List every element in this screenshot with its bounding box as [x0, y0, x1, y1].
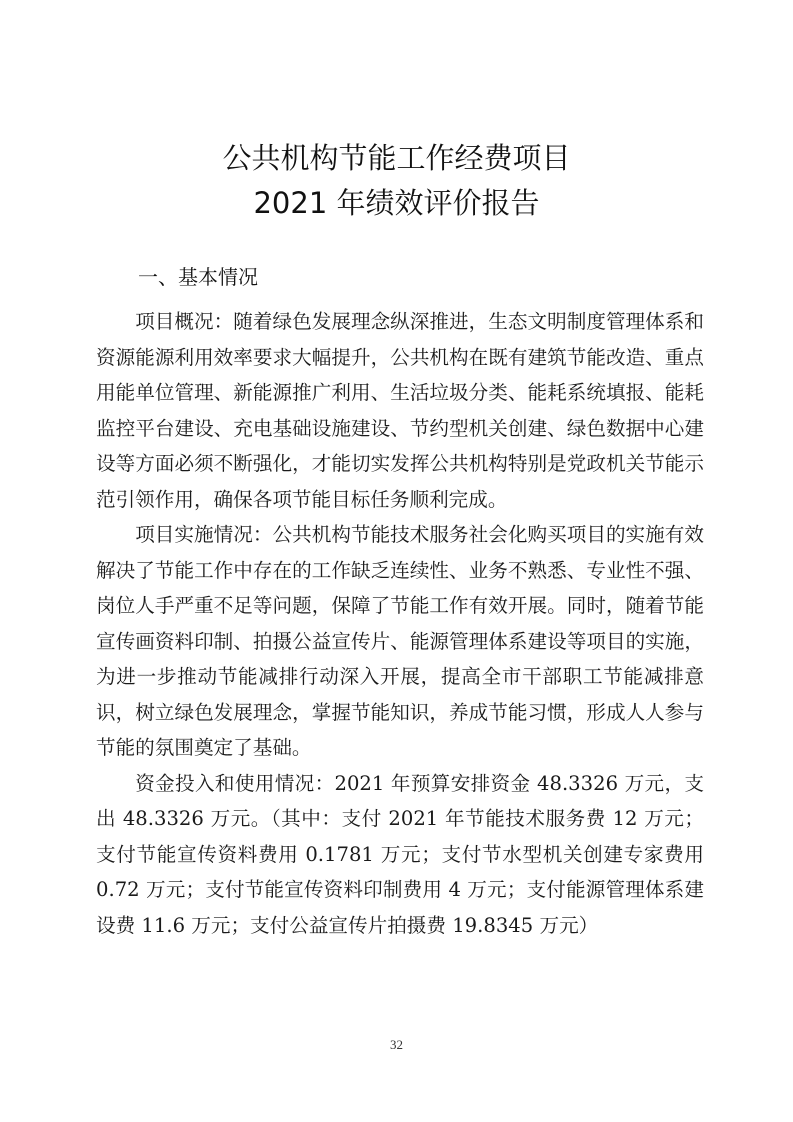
document-title-line1: 公共机构节能工作经费项目	[222, 141, 571, 175]
page-number: 32	[390, 1037, 403, 1052]
document-body	[96, 304, 704, 943]
paragraph-funding: 资金投入和使用情况：2021 年预算安排资金 48.3326 万元，支出 48.3326 万元。（其中：支付 2021 年节能技术服务费 12 万元；支付节能宣传资料费用 0.1781 万元；支付节水型机关创建专家费用 0.72 万元；支付节能宣传资料印制费用 4 万元；支付能源管理体系建设费 11.6 万元；支付公益宣传片拍摄费 19.8345 万元）	[96, 771, 704, 937]
paragraph-project-overview: 项目概况：随着绿色发展理念纵深推进，生态文明制度管理体系和资源能源利用效率要求大幅提升，公共机构在既有建筑节能改造、重点用能单位管理、新能源推广利用、生活垃圾分类、能耗系统填报、能耗监控平台建设、充电基础设施建设、节约型机关创建、绿色数据中心建设等方面必须不断强化，才能切实发挥公共机构特别是党政机关节能示范引领作用，确保各项节能目标任务顺利完成。	[96, 310, 704, 511]
document-title-line2: 2021 年绩效评价报告	[253, 186, 540, 220]
paragraph-implementation: 项目实施情况：公共机构节能技术服务社会化购买项目的实施有效解决了节能工作中存在的工作缺乏连续性、业务不熟悉、专业性不强、岗位人手严重不足等问题，保障了节能工作有效开展。同时，随着节能宣传画资料印制、拍摄公益宣传片、能源管理体系建设等项目的实施，为进一步推动节能减排行动深入开展，提高全市干部职工节能减排意识，树立绿色发展理念，掌握节能知识，养成节能习惯，形成人人参与节能的氛围奠定了基础。	[96, 523, 704, 759]
section-heading: 一、基本情况	[138, 265, 258, 289]
